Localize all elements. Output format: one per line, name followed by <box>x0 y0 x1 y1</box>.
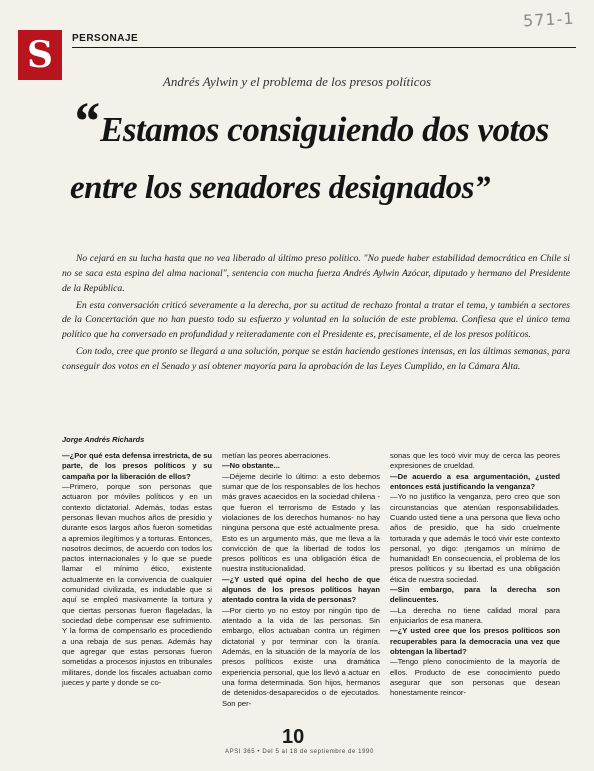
headline-quote-mark: “ <box>72 91 99 151</box>
interview-answer: —Tengo pleno conocimiento de la mayoría de ellos. Producto de ese conocimiento puedo asegurar que son personas que desean honestamente reincor- <box>390 657 560 698</box>
interview-answer: —La derecha no tiene calidad moral para enjuiciarlos de esa manera. <box>390 605 560 625</box>
interview-answer: —Yo no justifico la venganza, pero creo que son circunstancias que atenúan responsabilidades. Cuando usted tiene a una persona que lleva ocho años de presidio, que ha sido cruelmente torturada y que además le tocó vivir este contexto personal, yo digo: ¡tengamos un mínimo de humanidad! En consecuencia, el problema de los presos políticos y su libertad es una obligación ética de nuestra sociedad. <box>390 492 560 584</box>
interview-question: —¿Y usted cree que los presos políticos son recuperables para la democracia una vez que obtengan la libertad? <box>390 626 560 656</box>
interview-answer: —Por cierto yo no estoy por ningún tipo de atentado a la vida de las personas. Sin embargo, ellos actuaban contra un régimen dictatorial y por terminar con la tiranía. Además, en la situación de la mayoría de los presos políticos existe una dramática experiencia personal, que los llevó a actuar en una forma determinada. Son hijos, hermanos de detenidos-desaparecidos o de ejecutados. Son per- <box>222 605 380 708</box>
interview-answer: —Primero, porque son personas que actuaron por móviles políticos y en un contexto dictatorial. Además, todas estas personas llevan muchos años de presidio y durante esos largos años fueron sometidas a apremios ilegítimos y a torturas. Entonces, nosotros decimos, de acuerdo con todos los pactos internacionales y lo que se puede llamar el mínimo ético, existente actualmente en la convivencia de cualquier comunidad civilizada, es indudable que si aquí se empleó masivamente la tortura y que ciertas personas fueron flageladas, la sociedad debe compensar ese sufrimiento. Y la forma de compensarlo es procediendo a una rebaja de sus penas. Además hay que agregar que estas personas fueron sometidas a procesos injustos en tribunales militares, donde los fiscales actuaban como jueces y parte y donde se co- <box>62 481 212 687</box>
headline-line-1: Estamos consiguiendo dos votos <box>100 110 549 149</box>
intro-paragraph: En esta conversación criticó severamente a la derecha, por su actitud de rechazo frontal a tratar el tema, y también a sectores de la Concertación que no han puesto todo su esfuerzo y voluntad en la solución de este problema. Confiesa que el único tema político que ha conversado en profundidad y reiteradamente con el Presidente es, precisamente, el de los presos políticos. <box>62 299 570 341</box>
interview-question: —¿Y usted qué opina del hecho de que algunos de los presos políticos hayan atentado contra la vida de personas? <box>222 574 380 605</box>
article-column-2 <box>222 451 380 709</box>
intro-paragraph: Con todo, cree que pronto se llegará a una solución, porque se están haciendo gestiones intensas, en las últimas semanas, para conseguir dos votos en el Senado y así obtener mayoría para la aprobación de las Leyes Cumplido, en la Cámara Alta. <box>62 346 570 373</box>
handwritten-note: 571-1 <box>522 8 575 31</box>
byline: Jorge Andrés Richards <box>62 435 145 444</box>
footer-issue-line: APSI 365 • Del 5 al 18 de septiembre de 1990 <box>225 749 374 755</box>
headline-line-2: entre los senadores designados” <box>70 170 490 206</box>
section-logo <box>18 30 62 80</box>
interview-question: —Sin embargo, para la derecha son delincuentes. <box>390 585 560 605</box>
page-number: 10 <box>282 726 305 748</box>
section-rule <box>72 47 576 48</box>
article-column-3 <box>390 451 560 699</box>
interview-answer: —Déjeme decirle lo último: a esto debemos sumar que de los responsables de los hechos más graves acaecidos en la sociedad chilena -que fueron el terrorismo de Estado y las violaciones de los derechos humanos- no hay ninguna persona que esté actualmente presa. Esto es un argumento más, que me lleva a la convicción de que la libertad de todos los presos políticos es una obligación ética de nuestra institucionalidad. <box>222 471 380 574</box>
intro-paragraph: No cejará en su lucha hasta que no vea liberado al último preso político. "No puede haber estabilidad democrática en Chile si no se saca esta espina del alma nacional", sentencia con mucha fuerza Andrés Aylwin Azócar, diputado y hermano del Presidente de la República. <box>62 253 570 294</box>
interview-answer: sonas que les tocó vivir muy de cerca las peores expresiones de crueldad. <box>390 451 560 471</box>
section-name: PERSONAJE <box>72 33 139 44</box>
interview-question: —¿Por qué esta defensa irrestricta, de su parte, de los presos políticos y su campaña por la liberación de ellos? <box>62 451 212 481</box>
section-letter: S <box>27 34 53 76</box>
interview-question: —No obstante... <box>222 461 280 471</box>
interview-question: —De acuerdo a esa argumentación, ¿usted entonces está justificando la venganza? <box>390 471 560 491</box>
article-column-1 <box>62 451 212 688</box>
kicker: Andrés Aylwin y el problema de los presos políticos <box>162 74 432 89</box>
intro <box>62 252 570 377</box>
interview-answer: metían las peores aberraciones. <box>222 451 331 460</box>
